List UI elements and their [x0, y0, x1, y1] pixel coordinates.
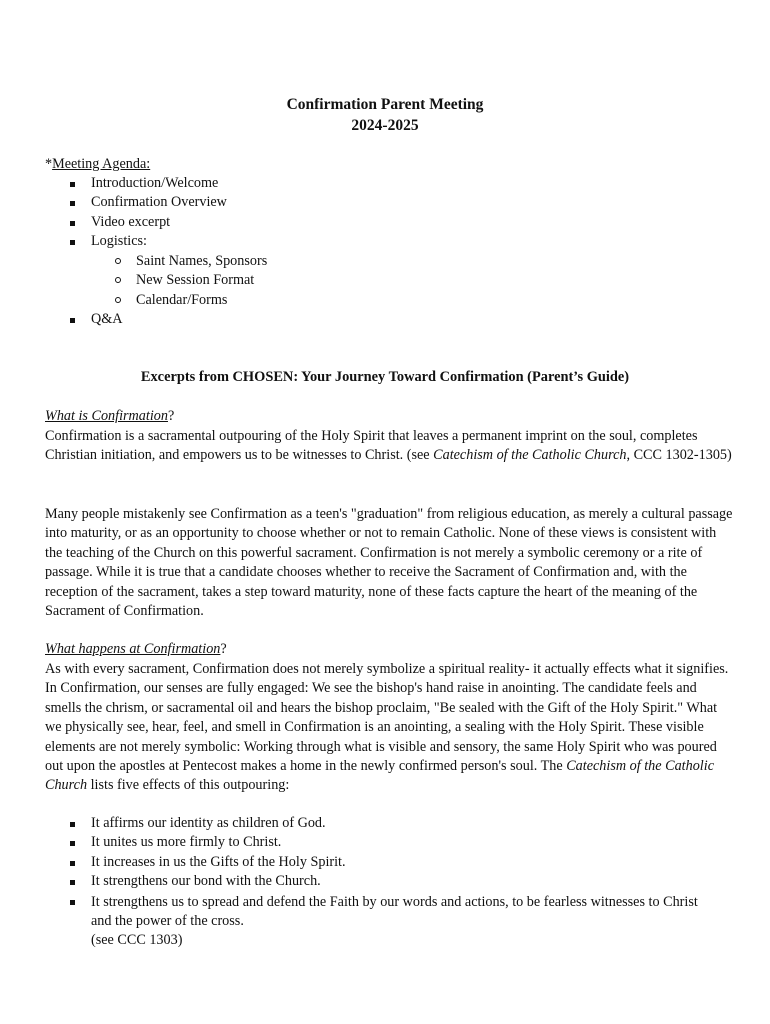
- paragraph-text: , CCC 1302-1305): [626, 447, 732, 464]
- agenda-heading: [45, 156, 150, 173]
- square-bullet-icon: [70, 841, 75, 846]
- agenda-item: Video excerpt: [91, 214, 171, 230]
- square-bullet-icon: [70, 880, 75, 885]
- paragraph-text: lists five effects of this outpouring:: [87, 777, 290, 794]
- effect-item: It increases in us the Gifts of the Holy Spirit.: [91, 854, 346, 870]
- square-bullet-icon: [70, 900, 75, 905]
- what-happens-heading: [45, 641, 227, 658]
- effect-item: It affirms our identity as children of God.: [91, 815, 326, 831]
- square-bullet-icon: [70, 861, 75, 866]
- square-bullet-icon: [70, 318, 75, 323]
- agenda-item: Confirmation Overview: [91, 194, 227, 210]
- agenda-sub-item: Calendar/Forms: [136, 292, 228, 308]
- what-happens-heading-suffix: ?: [220, 641, 227, 657]
- agenda-label: Meeting Agenda:: [52, 156, 151, 172]
- catechism-title: Catechism of the Catholic Church: [433, 447, 627, 464]
- what-is-paragraph-2: Many people mistakenly see Confirmation as a teen's "graduation" from religious education, as merely a cultural passage into maturity, or as an opportunity to choose whether or not to remain Catholic. None of these views is consistent with the teaching of the Church on this powerful sacrament. Confirmation is not merely a symbolic ceremony or a rite of passage. While it is true that a candidate chooses whether to receive the Sacrament of Confirmation and, with the reception of the sacrament, takes a step toward maturity, none of these facts capture the heart of the meaning of the Sacrament of Confirmation.: [45, 506, 733, 620]
- citation: (see CCC 1303): [91, 932, 183, 948]
- square-bullet-icon: [70, 221, 75, 226]
- agenda-sub-item: Saint Names, Sponsors: [136, 253, 268, 269]
- paragraph-text: As with every sacrament, Confirmation does not merely symbolize a spiritual reality- it actually effects what it signifies. In Confirmation, our senses are fully engaged: We see the bishop's hand raise in anointing. The candidate feels and smells the chrism, or sacramental oil and hears the bishop proclaim, "Be sealed with the Gift of the Holy Spirit." What we physically see, hear, feel, and smell in Confirmation is an anointing, a sealing with the Holy Spirit. These visible elements are not merely symbolic: Working through what is visible and sensory, the same Holy Spirit who was poured out upon the apostles at Pentecost makes a home in the newly confirmed person's soul. The: [45, 661, 729, 775]
- what-is-heading: [45, 408, 174, 425]
- circle-bullet-icon: [115, 277, 121, 283]
- paragraph-text: Confirmation is a sacramental outpouring of the Holy Spirit that leaves a permanent imprint on the soul, completes Christian initiation, and empowers us to be witnesses to Christ. (see: [45, 428, 698, 464]
- what-is-heading-text: What is Confirmation: [45, 408, 168, 424]
- effect-item: It unites us more firmly to Christ.: [91, 834, 282, 850]
- square-bullet-icon: [70, 240, 75, 245]
- excerpts-heading: Excerpts from CHOSEN: Your Journey Toward Confirmation (Parent’s Guide): [140, 369, 630, 385]
- square-bullet-icon: [70, 201, 75, 206]
- agenda-prefix: *: [45, 156, 53, 172]
- what-happens-heading-text: What happens at Confirmation: [45, 641, 221, 657]
- what-is-paragraph-1: [45, 427, 735, 466]
- effect-item: It strengthens us to spread and defend the Faith by our words and actions, to be fearless witnesses to Christ and the power of the cross.: [91, 894, 698, 930]
- square-bullet-icon: [70, 182, 75, 187]
- square-bullet-icon: [70, 822, 75, 827]
- effect-item: It strengthens our bond with the Church.: [91, 873, 321, 889]
- agenda-item: Introduction/Welcome: [91, 175, 219, 191]
- page-title: Confirmation Parent Meeting: [286, 96, 484, 113]
- agenda-item: Q&A: [91, 311, 123, 327]
- circle-bullet-icon: [115, 258, 121, 264]
- catechism-title: Catechism of the Catholic Church: [45, 758, 714, 794]
- agenda-item: Logistics:: [91, 233, 147, 249]
- what-happens-paragraph: [45, 660, 735, 796]
- agenda-sub-item: New Session Format: [136, 272, 255, 288]
- circle-bullet-icon: [115, 297, 121, 303]
- what-is-heading-suffix: ?: [167, 408, 175, 424]
- page-subtitle-year: 2024-2025: [351, 117, 419, 134]
